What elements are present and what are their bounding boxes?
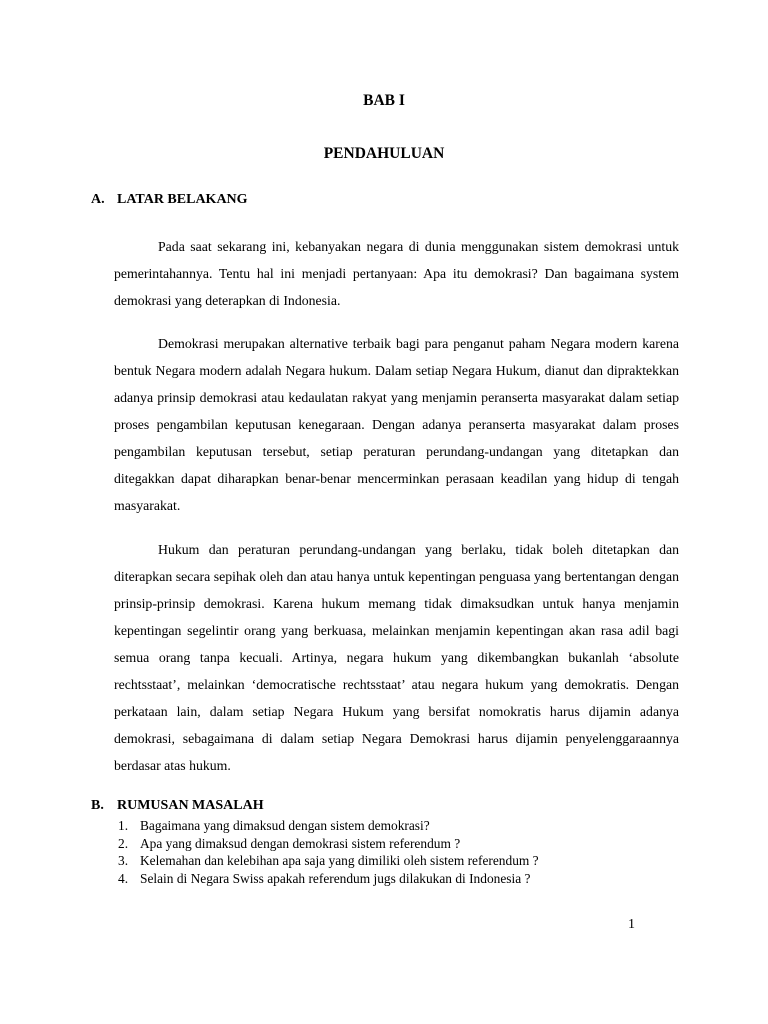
section-a-title: LATAR BELAKANG (117, 192, 248, 207)
list-item-number: 2. (118, 835, 129, 851)
section-b-heading (91, 798, 264, 814)
paragraph-2: Demokrasi merupakan alternative terbaik bagi para penganut paham Negara modern karena bentuk Negara modern adalah Negara hukum. Dalam setiap Negara Hukum, dianut dan dipraktekkan adanya prinsip demokrasi atau kedaulatan rakyat yang menjamin peranserta masyarakat dalam setiap proses pengambilan keputusan kenegaraan. Dengan adanya peranserta masyarakat dalam proses pengambilan keputusan tersebut, setiap peraturan perundang-undangan yang ditetapkan dan ditegakkan dapat diharapkan benar-benar mencerminkan perasaan keadilan yang hidup di tengah masyarakat. (114, 336, 679, 513)
section-a-heading (91, 192, 248, 208)
list-item-number: 4. (118, 870, 129, 886)
list-item-text: Apa yang dimaksud dengan demokrasi sistem referendum ? (140, 835, 461, 851)
list-item (114, 870, 674, 888)
list-item-text: Bagaimana yang dimaksud dengan sistem demokrasi? (140, 818, 430, 833)
list-item-text: Kelemahan dan kelebihan apa saja yang dimiliki oleh sistem referendum ? (140, 853, 539, 868)
list-item (114, 852, 674, 870)
list-item (114, 835, 674, 853)
page-number: 1 (628, 917, 635, 932)
section-a-label: A. (91, 192, 105, 207)
list-item-number: 1. (118, 818, 129, 833)
list-item-text: Selain di Negara Swiss apakah referendum jugs dilakukan di Indonesia ? (140, 870, 531, 886)
paragraph-3: Hukum dan peraturan perundang-undangan yang berlaku, tidak boleh ditetapkan dan diterapkan secara sepihak oleh dan atau hanya untuk kepentingan penguasa yang bertentangan dengan prinsip-prinsip demokrasi. Karena hukum memang tidak dimaksudkan untuk hanya menjamin kepentingan segelintir orang yang berkuasa, melainkan menjamin kepentingan akan rasa adil bagi semua orang tanpa kecuali. Artinya, negara hukum yang dikembangkan bukanlah ‘absolute rechtsstaat’, melainkan ‘democratische rechtsstaat’ atau negara hukum yang demokratis. Dengan perkataan lain, dalam setiap Negara Hukum yang bersifat nomokratis harus dijamin adanya demokrasi, sebagaimana di dalam setiap Negara Demokrasi harus dijamin penyelenggaraannya berdasar atas hukum. (114, 542, 679, 773)
paragraph-1: Pada saat sekarang ini, kebanyakan negara di dunia menggunakan sistem demokrasi untuk pemerintahannya. Tentu hal ini menjadi pertanyaan: Apa itu demokrasi? Dan bagaimana system demokrasi yang deterapkan di Indonesia. (114, 239, 679, 308)
section-b-label: B. (91, 798, 104, 813)
problem-list (114, 817, 674, 887)
list-item (114, 817, 674, 835)
chapter-number: BAB I (363, 92, 405, 109)
list-item-number: 3. (118, 853, 129, 868)
chapter-title: PENDAHULUAN (323, 145, 445, 162)
section-b-title: RUMUSAN MASALAH (117, 798, 264, 813)
